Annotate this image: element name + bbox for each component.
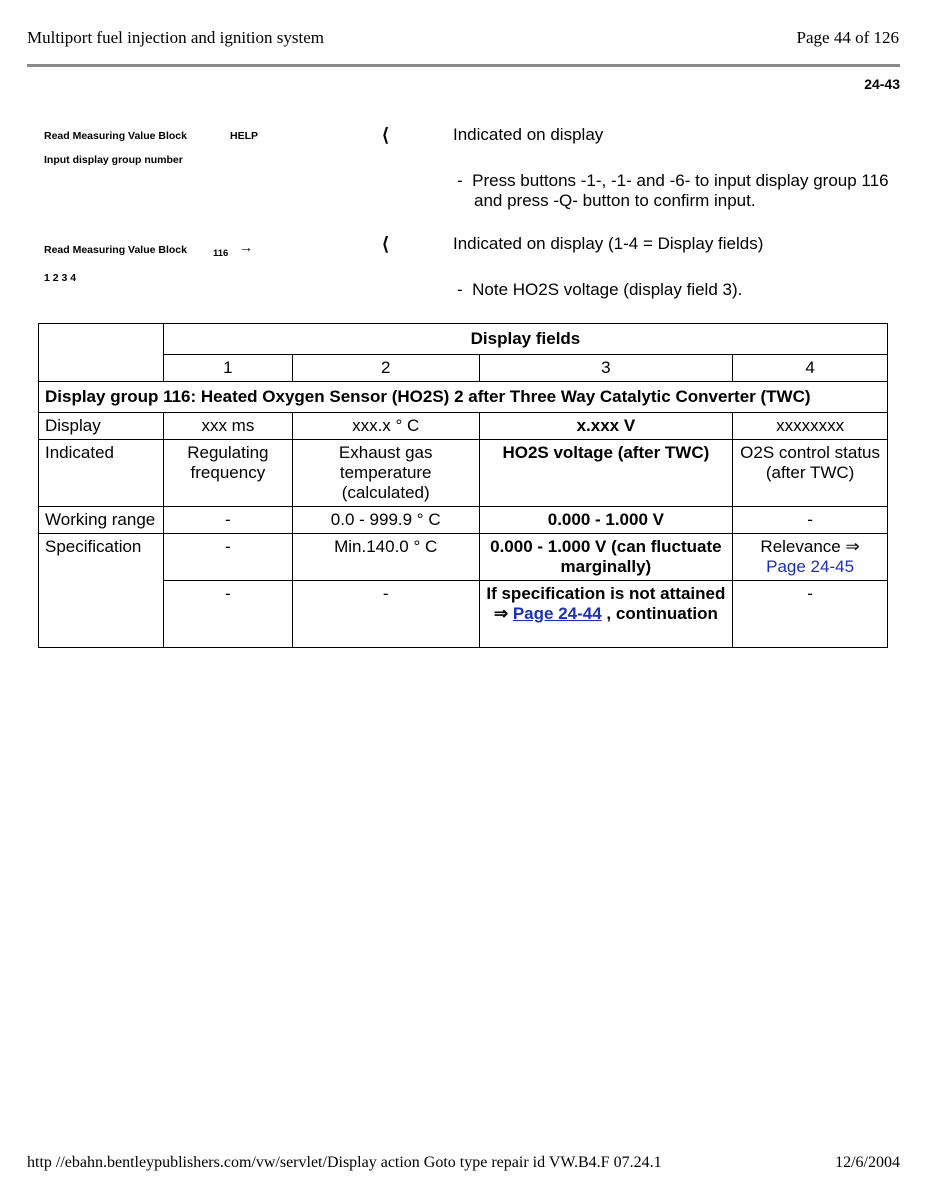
display-readout-line1: Read Measuring Value Block xyxy=(44,244,187,256)
page-link[interactable]: Page 24-45 xyxy=(766,557,855,576)
page-link[interactable]: Page 24-44 xyxy=(512,604,602,623)
header-divider xyxy=(27,64,900,67)
table-cell: x.xxx V xyxy=(479,413,733,440)
display-group-title: Display group 116: Heated Oxygen Sensor (HO2S) 2 after Three Way Catalytic Converter (TWC) xyxy=(39,382,888,413)
table-cell: Exhaust gas temperature (calculated) xyxy=(292,440,479,507)
table-cell: HO2S voltage (after TWC) xyxy=(479,440,733,507)
display-field-numbers: 1 2 3 4 xyxy=(44,272,77,284)
table-row xyxy=(39,413,888,440)
spec-note: If specification is not attained xyxy=(486,584,726,603)
page-indicator: Page 44 of 126 xyxy=(796,28,899,47)
table-cell xyxy=(479,581,733,648)
table-cell: - xyxy=(163,581,292,648)
instruction-item: - Note HO2S voltage (display field 3). xyxy=(457,280,743,299)
column-header: 1 xyxy=(163,355,292,382)
relevance-label: Relevance xyxy=(760,537,841,556)
double-arrow-icon: ⇒ xyxy=(493,604,509,623)
footer-date: 12/6/2004 xyxy=(835,1154,900,1171)
page-footer xyxy=(27,1154,900,1172)
column-header: 2 xyxy=(292,355,479,382)
display-readout-line1: Read Measuring Value Block xyxy=(44,130,187,142)
instruction-item: - Press buttons -1-, -1- and -6- to input display group 116 and press -Q- button to confirm input. xyxy=(457,171,889,210)
table-cell: - xyxy=(733,507,888,534)
row-label: Specification xyxy=(39,534,164,648)
table-row xyxy=(39,382,888,413)
double-arrow-icon: ⇒ xyxy=(845,537,860,556)
display-readout-help: HELP xyxy=(230,130,259,142)
column-header: 3 xyxy=(479,355,733,382)
table-row xyxy=(39,581,888,648)
hand-pointer-icon: ⟨ xyxy=(382,234,390,254)
table-cell: - xyxy=(292,581,479,648)
table-cell: - xyxy=(163,534,292,581)
page-code: 24-43 xyxy=(864,76,900,92)
table-cell: Regulating frequency xyxy=(163,440,292,507)
table-cell: xxx.x ° C xyxy=(292,413,479,440)
row-label: Indicated xyxy=(39,440,164,507)
table-column-row xyxy=(39,355,888,382)
table-cell: 0.0 - 999.9 ° C xyxy=(292,507,479,534)
indicated-text: Indicated on display xyxy=(453,125,604,144)
table-row xyxy=(39,440,888,507)
column-header: 4 xyxy=(733,355,888,382)
table-row xyxy=(39,507,888,534)
table-header: Display fields xyxy=(163,324,887,355)
table-cell: Min.140.0 ° C xyxy=(292,534,479,581)
table-row xyxy=(39,534,888,581)
table-cell: xxxxxxxx xyxy=(733,413,888,440)
table-cell: - xyxy=(733,581,888,648)
display-readout-line2: Input display group number xyxy=(44,154,183,166)
table-cell: 0.000 - 1.000 V xyxy=(479,507,733,534)
footer-url: http //ebahn.bentleypublishers.com/vw/servlet/Display action Goto type repair id VW.B4.F 07.24.1 xyxy=(27,1154,662,1171)
document-title: Multiport fuel injection and ignition system xyxy=(27,28,324,47)
right-arrow-icon: → xyxy=(239,239,253,255)
table-cell: 0.000 - 1.000 V (can fluctuate marginally) xyxy=(479,534,733,581)
table-cell: O2S control status (after TWC) xyxy=(733,440,888,507)
table-corner-cell xyxy=(39,324,164,382)
table-cell xyxy=(733,534,888,581)
table-cell: xxx ms xyxy=(163,413,292,440)
row-label: Display xyxy=(39,413,164,440)
hand-pointer-icon: ⟨ xyxy=(382,125,390,145)
table-cell: - xyxy=(163,507,292,534)
row-label: Working range xyxy=(39,507,164,534)
indicated-text: Indicated on display (1-4 = Display fields) xyxy=(453,234,764,253)
continuation-text: , continuation xyxy=(606,604,718,623)
table-header-row xyxy=(39,324,888,355)
display-fields-table xyxy=(38,323,888,648)
display-group-number: 116 xyxy=(213,248,229,259)
